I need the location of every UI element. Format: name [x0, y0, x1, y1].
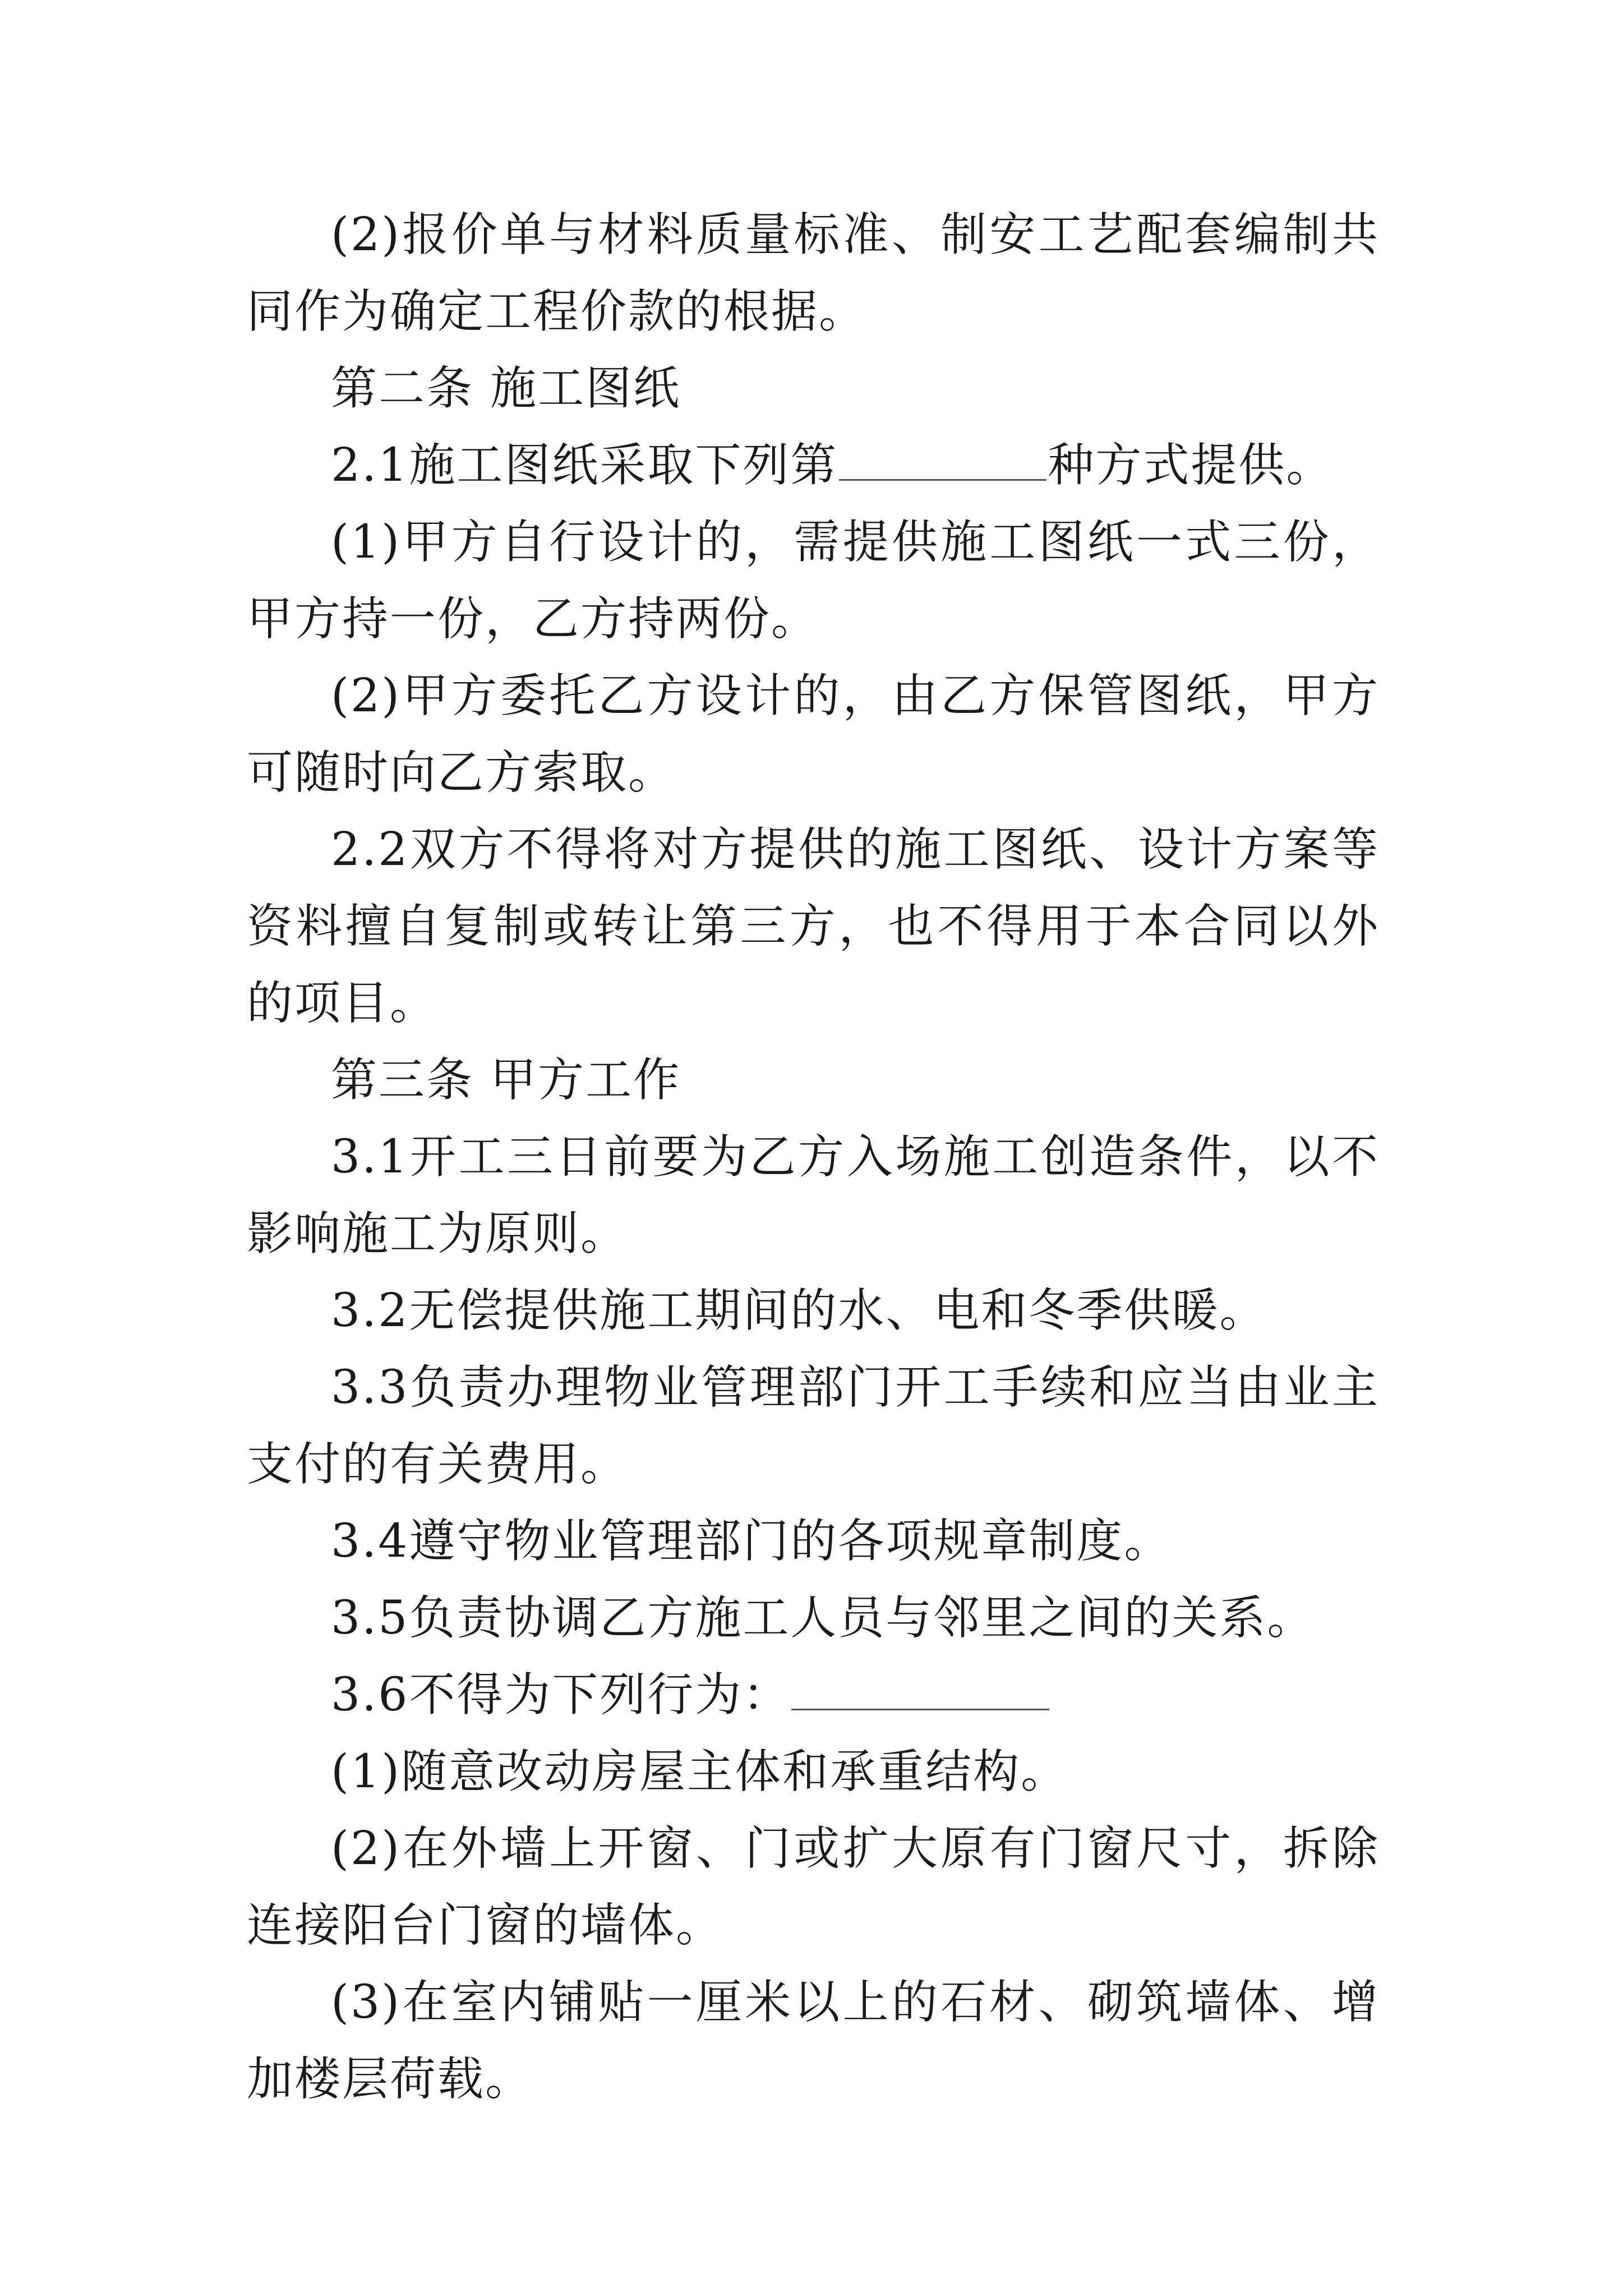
fill-in-blank[interactable]: [839, 440, 1046, 481]
paragraph: (1)随意改动房屋主体和承重结构。: [331, 1745, 1069, 1798]
paragraph: 3.3负责办理物业管理部门开工手续和应当由业主支付的有关费用。: [247, 1361, 1380, 1491]
paragraph: 2.2双方不得将对方提供的施工图纸、设计方案等资料擅自复制或转让第三方，也不得用于本合同以外的项目。: [247, 823, 1380, 1030]
section-heading: 第三条 甲方工作: [331, 1053, 681, 1107]
paragraph: (2)在外墙上开窗、门或扩大原有门窗尺寸，拆除连接阳台门窗的墙体。: [247, 1822, 1380, 1952]
paragraph: (2)报价单与材料质量标准、制安工艺配套编制共同作为确定工程价款的根据。: [247, 208, 1380, 338]
section-heading: 第二条 施工图纸: [331, 362, 681, 415]
paragraph: (2)甲方委托乙方设计的，由乙方保管图纸，甲方可随时向乙方索取。: [247, 669, 1380, 799]
document-body: [247, 196, 1380, 2118]
paragraph-text: 种方式提供。: [1048, 439, 1334, 492]
paragraph: 3.4遵守物业管理部门的各项规章制度。: [331, 1515, 1172, 1568]
paragraph: (1)甲方自行设计的，需提供施工图纸一式三份，甲方持一份，乙方持两份。: [247, 516, 1380, 646]
paragraph: 3.5负责协调乙方施工人员与邻里之间的关系。: [331, 1591, 1315, 1645]
paragraph-text: 2.1施工图纸采取下列第: [331, 439, 838, 492]
fill-in-blank[interactable]: [791, 1669, 1049, 1710]
paragraph: (3)在室内铺贴一厘米以上的石材、砌筑墙体、增加楼层荷载。: [247, 1976, 1380, 2106]
paragraph-with-blank: [247, 1657, 1380, 1733]
paragraph-with-blank: [247, 427, 1380, 504]
paragraph: 3.2无偿提供施工期间的水、电和冬季供暖。: [331, 1284, 1267, 1337]
paragraph-text: 3.6不得为下列行为：: [331, 1668, 791, 1722]
paragraph: 3.1开工三日前要为乙方入场施工创造条件，以不影响施工为原则。: [247, 1130, 1380, 1260]
